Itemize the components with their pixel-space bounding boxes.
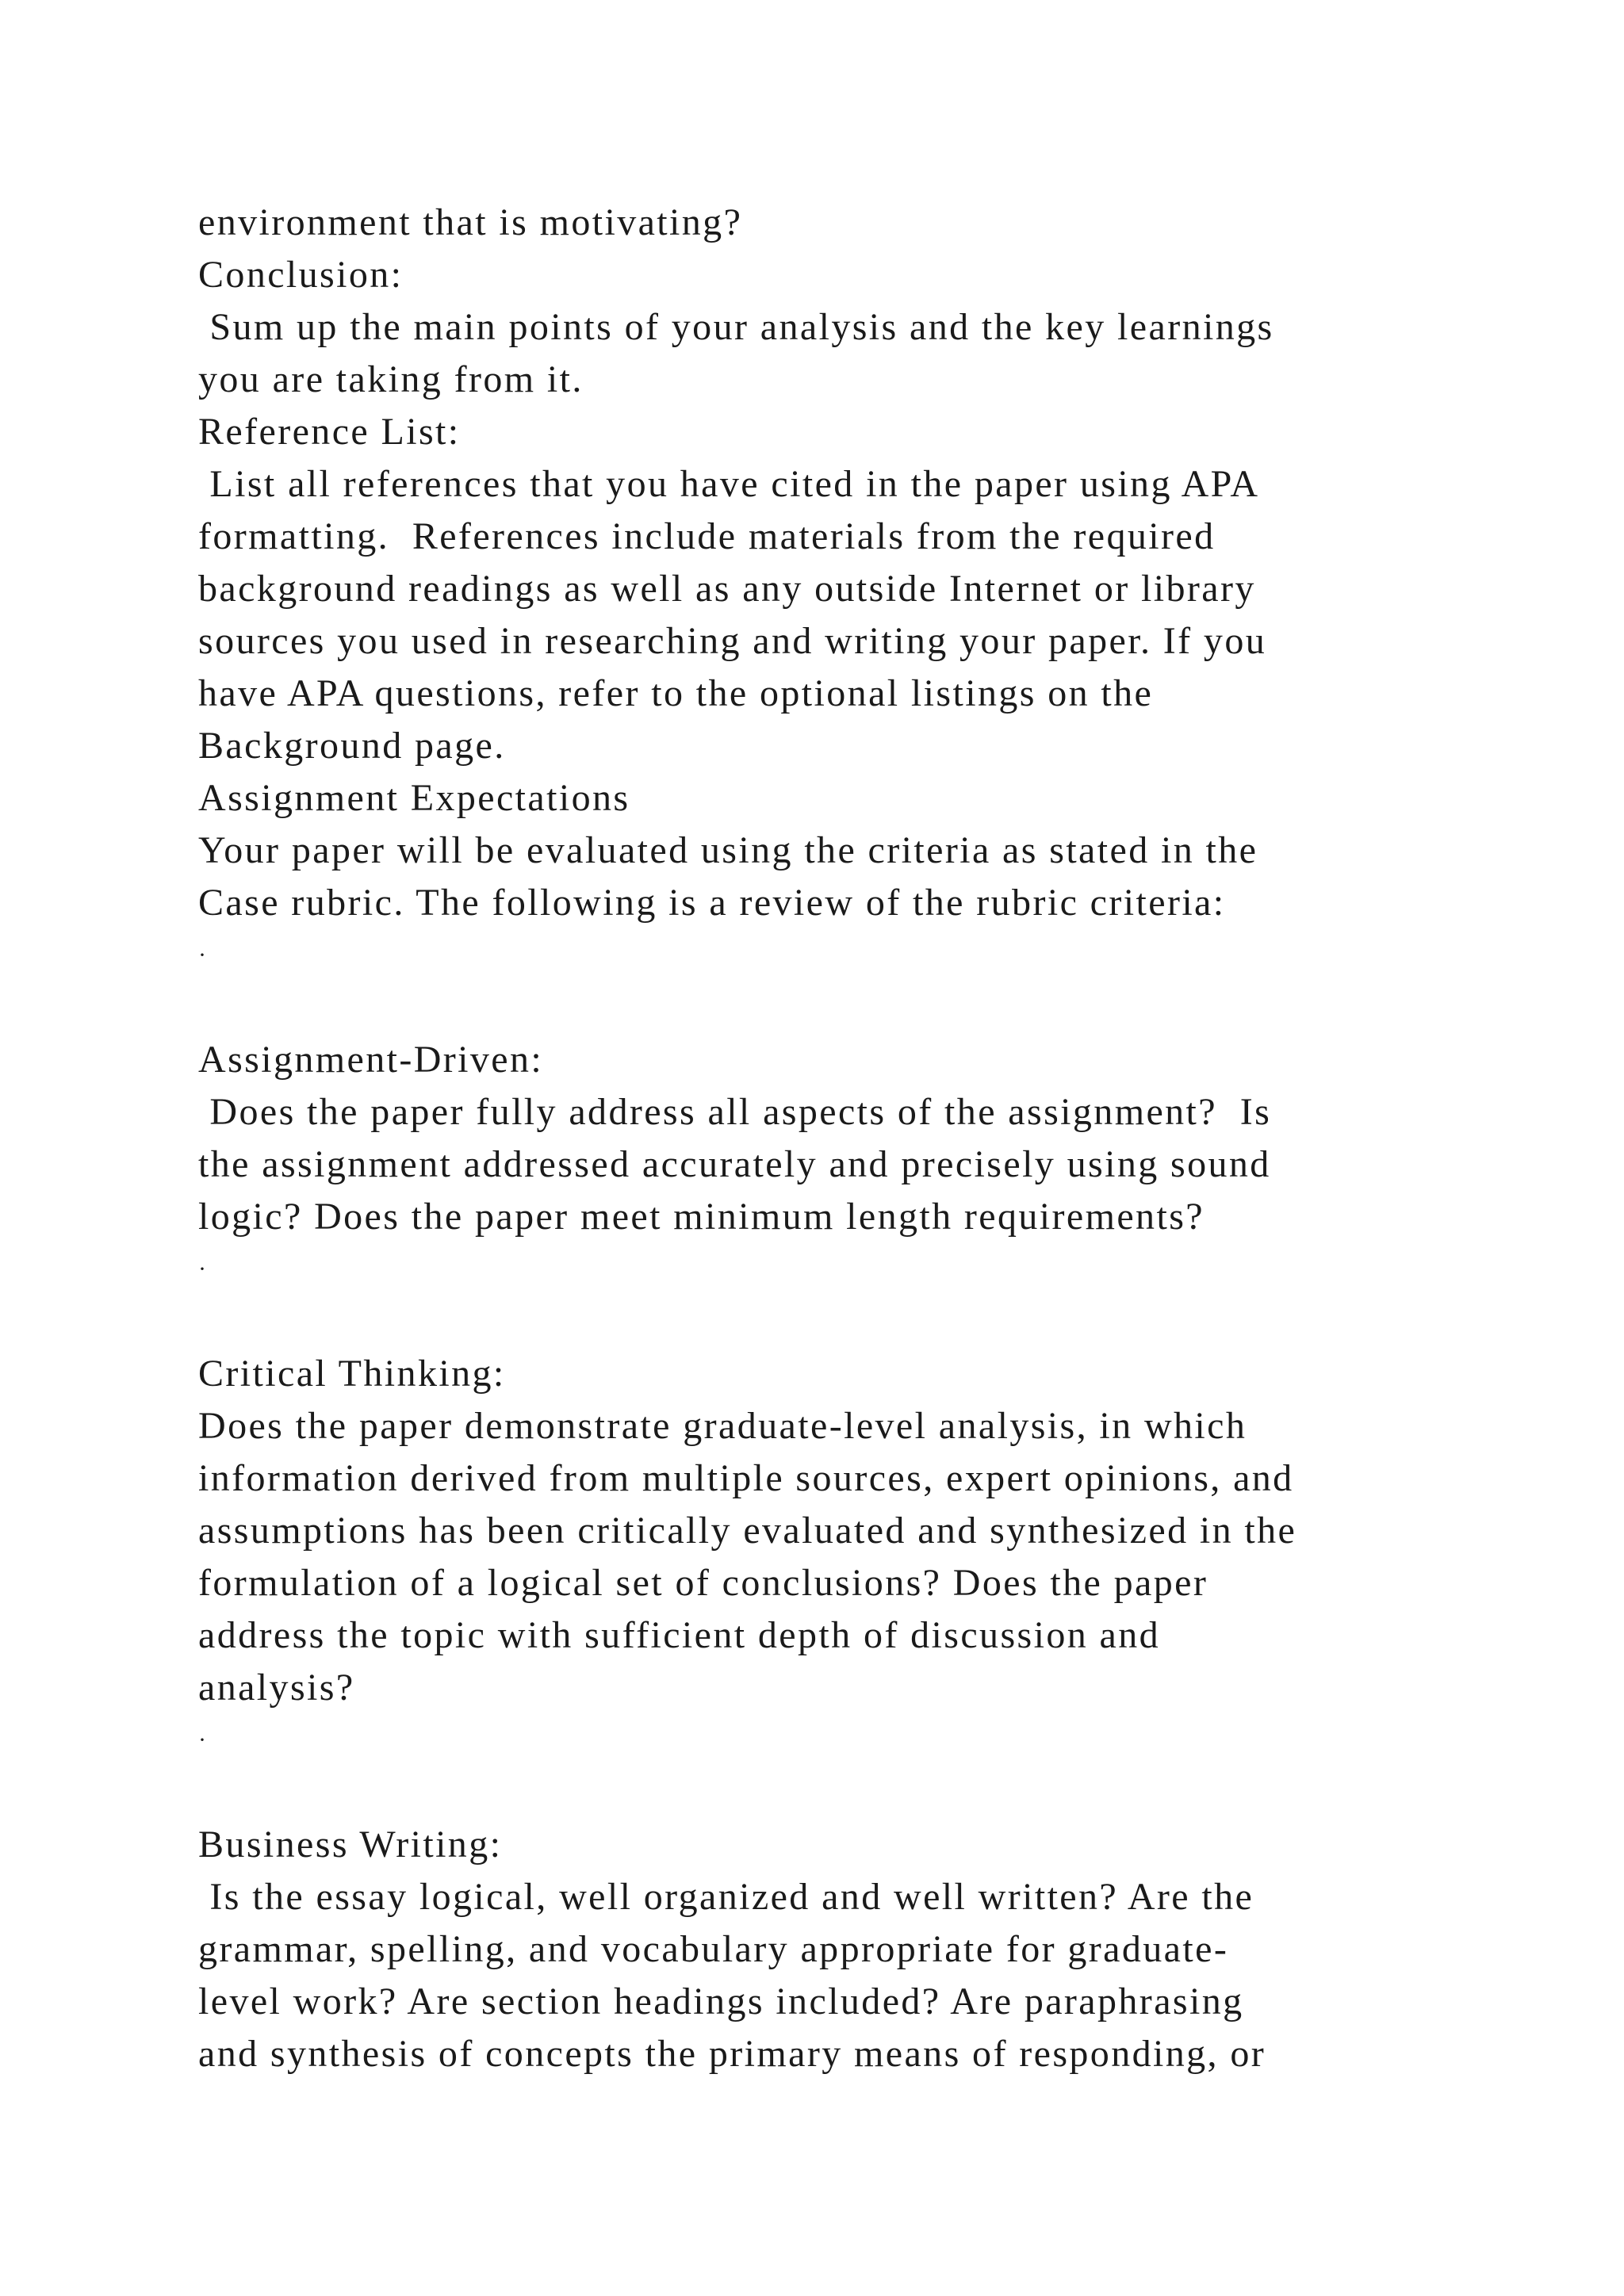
text-line: Background page. [198,725,506,767]
text-line: address the topic with sufficient depth of discussion and [198,1614,1161,1656]
text-line: Does the paper fully address all aspects of the assignment? Is [198,1091,1272,1133]
text-line: information derived from multiple sources, expert opinions, and [198,1457,1294,1499]
criterion-heading-assignment-driven: Assignment-Driven: [198,1039,544,1081]
text-line: sources you used in researching and writing your paper. If you [198,620,1267,662]
text-line: background readings as well as any outside Internet or library [198,568,1256,610]
criterion-heading-business-writing: Business Writing: [198,1823,503,1866]
text-line: Is the essay logical, well organized and well written? Are the [198,1876,1254,1918]
text-line: logic? Does the paper meet minimum length requirements? [198,1196,1205,1238]
blank-line [198,982,1515,1034]
text-line: Case rubric. The following is a review of the rubric criteria: [198,882,1226,924]
section-heading-assignment-expectations: Assignment Expectations [198,777,630,819]
text-line: Does the paper demonstrate graduate-level analysis, in which [198,1405,1247,1447]
bullet-marker: · [198,1256,209,1282]
text-line: level work? Are section headings included? Are paraphrasing [198,1980,1244,2022]
text-line: you are taking from it. [198,358,584,400]
text-line: Your paper will be evaluated using the criteria as stated in the [198,829,1258,871]
section-heading-conclusion: Conclusion: [198,254,404,296]
text-line: formulation of a logical set of conclusions? Does the paper [198,1562,1208,1604]
criterion-heading-critical-thinking: Critical Thinking: [198,1353,506,1395]
text-line: and synthesis of concepts the primary means of responding, or [198,2033,1266,2075]
blank-line [198,1295,1515,1348]
text-line: assumptions has been critically evaluated and synthesized in the [198,1510,1297,1552]
text-line: have APA questions, refer to the optional listings on the [198,672,1154,714]
blank-line [198,1766,1515,1819]
section-heading-reference-list: Reference List: [198,411,461,453]
text-line: the assignment addressed accurately and precisely using sound [198,1143,1271,1185]
text-line: grammar, spelling, and vocabulary appropriate for graduate- [198,1928,1229,1970]
text-line: analysis? [198,1667,355,1709]
bullet-marker: · [198,942,209,968]
text-line: List all references that you have cited in the paper using APA [198,463,1260,505]
document-body [198,197,1515,2080]
bullet-marker: · [198,1727,209,1753]
text-line: Sum up the main points of your analysis and the key learnings [198,306,1274,348]
text-line: formatting. References include materials from the required [198,515,1216,557]
text-line: environment that is motivating? [198,201,743,243]
